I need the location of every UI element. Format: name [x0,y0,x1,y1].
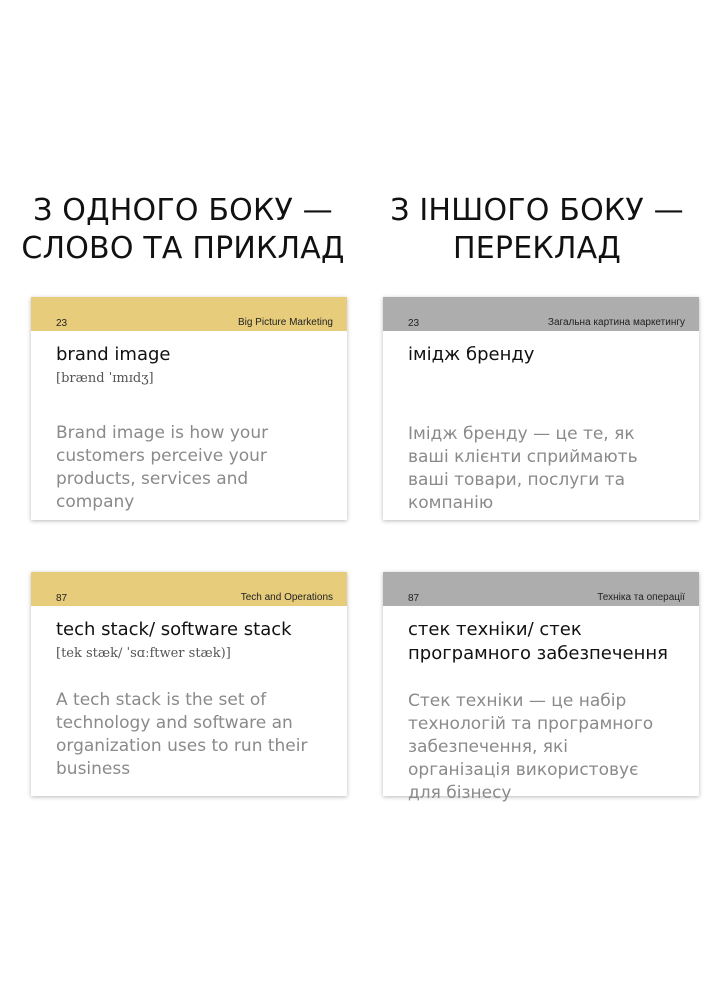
left-column-heading: З ОДНОГО БОКУ — СЛОВО ТА ПРИКЛАД [21,193,345,266]
card-pronunciation: [tek stæk/ ˈsɑːftwer stæk)] [56,646,231,661]
card-number: 23 [56,318,68,329]
card-number: 87 [408,593,420,604]
card-number: 23 [408,318,420,329]
card-term: імідж бренду [408,344,535,365]
card-header [383,297,699,331]
card-category: Big Picture Marketing [237,317,333,328]
card-description: Brand image is how your customers perceive your products, services and company [56,423,269,512]
card-term: стек техніки/ стек програмного забезпечення [408,619,668,664]
flashcard-back-tech-stack [383,572,699,803]
flashcard-front-brand-image [31,297,347,520]
card-category: Tech and Operations [240,592,333,603]
right-column-heading: З ІНШОГО БОКУ — ПЕРЕКЛАД [390,193,684,266]
flashcard-back-brand-image [383,297,699,520]
card-category: Загальна картина маркетингу [547,317,685,328]
card-header [31,297,347,331]
card-description: A tech stack is the set of technology and software an organization uses to run their business [56,690,308,779]
card-description: Стек техніки — це набір технологій та програмного забезпечення, які організація використовує для бізнесу [408,691,654,803]
card-term: brand image [56,344,171,365]
card-category: Техніка та операції [597,592,685,603]
flashcard-front-tech-stack [31,572,347,796]
card-header [383,572,699,606]
card-number: 87 [56,593,68,604]
card-header [31,572,347,606]
card-pronunciation: [brænd ˈɪmɪdʒ] [56,371,154,386]
card-description: Імідж бренду — це те, як ваші клієнти сприймають ваші товари, послуги та компанію [408,424,638,513]
card-term: tech stack/ software stack [56,619,292,640]
